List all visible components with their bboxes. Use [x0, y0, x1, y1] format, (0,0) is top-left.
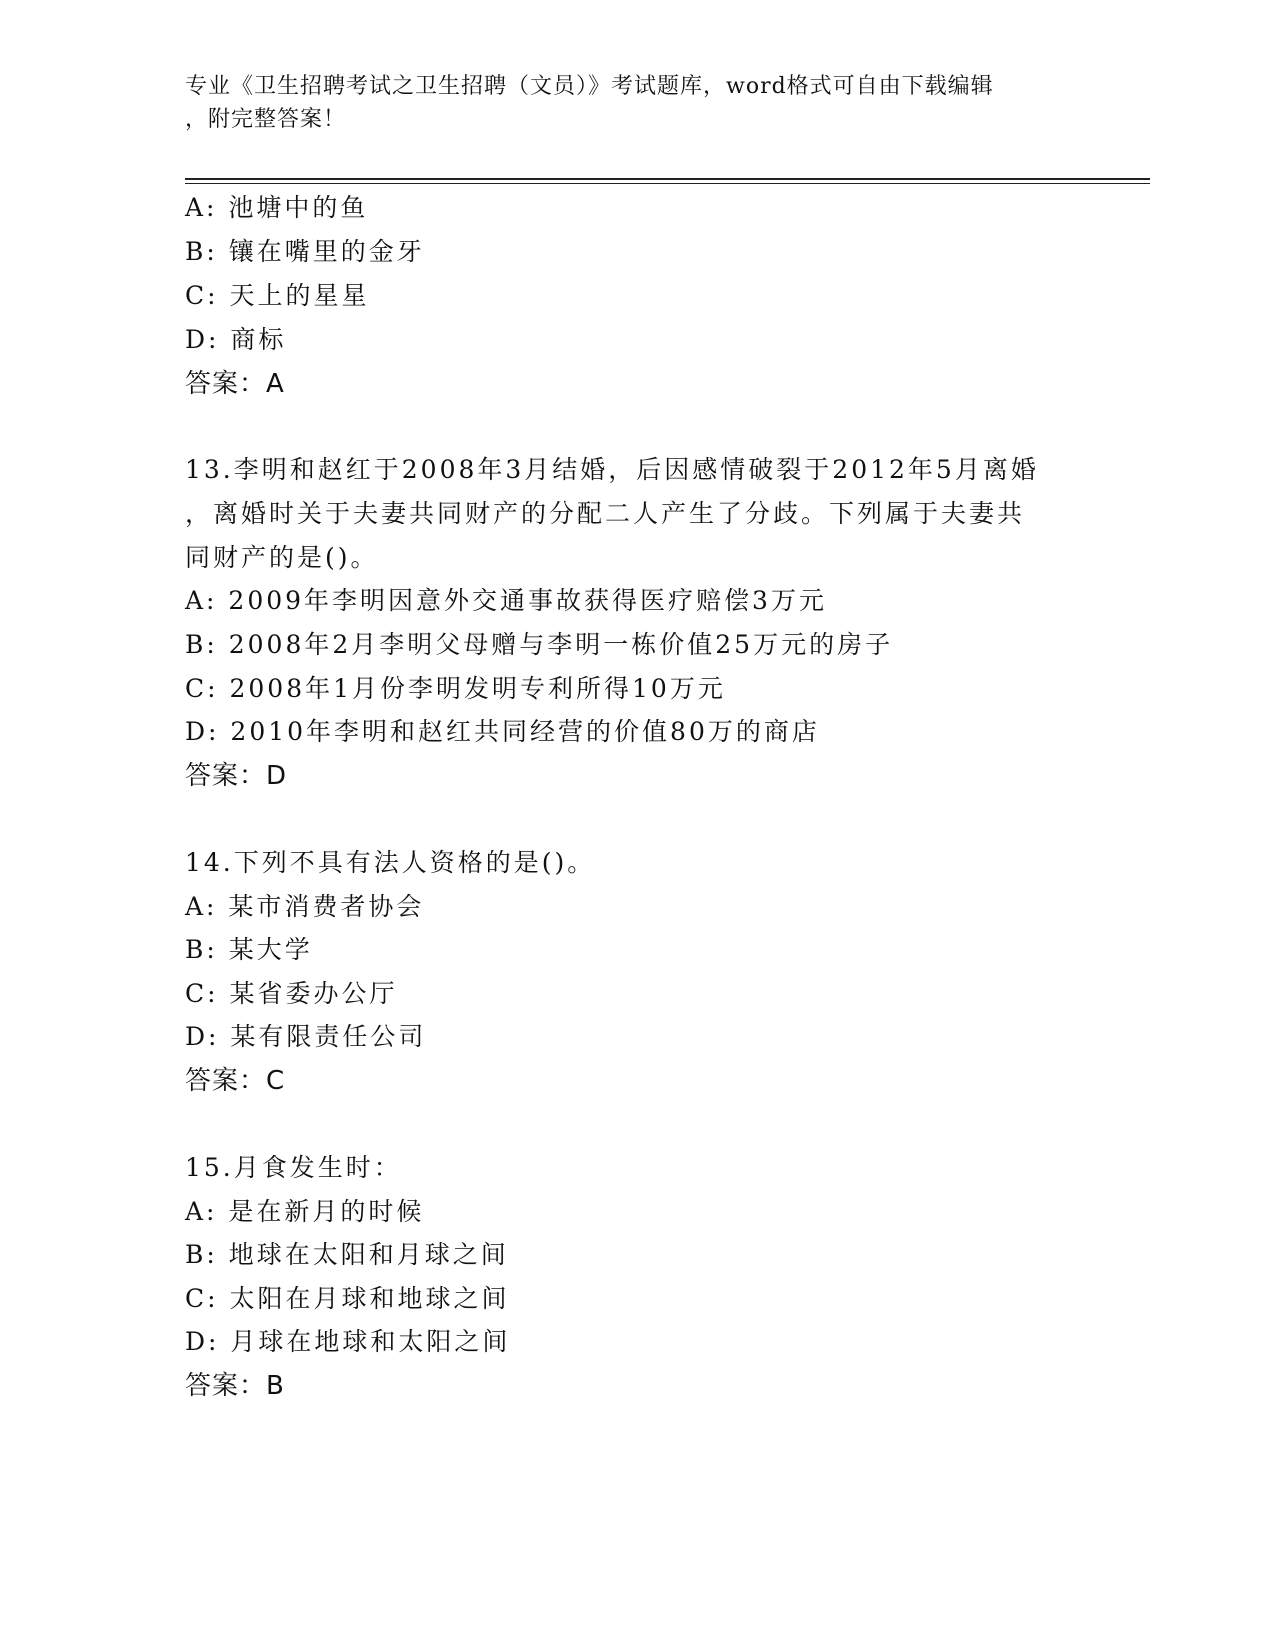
q12-option-c: C: 天上的星星	[185, 281, 370, 310]
q14-option-d: D: 某有限责任公司	[185, 1022, 427, 1051]
q12-answer: 答案：A	[185, 369, 285, 399]
header-rule-thick	[185, 178, 1150, 180]
q15-option-b: B: 地球在太阳和月球之间	[185, 1240, 509, 1269]
q13-option-c: C: 2008年1月份李明发明专利所得10万元	[185, 674, 726, 703]
header-line-1: 专业《卫生招聘考试之卫生招聘（文员）》考试题库，word格式可自由下载编辑	[185, 74, 994, 99]
header-line-2: ，附完整答案！	[185, 107, 347, 132]
q14-option-c: C: 某省委办公厅	[185, 979, 398, 1008]
q14-option-a: A: 某市消费者协会	[185, 892, 425, 921]
q13-option-b: B: 2008年2月李明父母赠与李明一栋价值25万元的房子	[185, 630, 894, 659]
q13-stem-line-1: 13.李明和赵红于2008年3月结婚，后因感情破裂于2012年5月离婚	[185, 455, 1039, 484]
q15-option-d: D: 月球在地球和太阳之间	[185, 1327, 511, 1356]
q13-answer: 答案：D	[185, 761, 288, 791]
q13-option-a: A: 2009年李明因意外交通事故获得医疗赔偿3万元	[185, 586, 827, 615]
q15-option-a: A: 是在新月的时候	[185, 1197, 425, 1226]
q15-answer: 答案：B	[185, 1371, 285, 1401]
q13-stem-line-3: 同财产的是()。	[185, 543, 379, 572]
document-header	[185, 70, 1085, 136]
q12-option-b: B: 镶在嘴里的金牙	[185, 237, 425, 266]
q14-option-b: B: 某大学	[185, 935, 313, 964]
q14-answer: 答案：C	[185, 1066, 286, 1096]
header-rule-thin	[185, 183, 1150, 184]
q14-stem-line-1: 14.下列不具有法人资格的是()。	[185, 848, 596, 877]
q15-stem-line-1: 15.月食发生时：	[185, 1153, 402, 1182]
q13-option-d: D: 2010年李明和赵红共同经营的价值80万的商店	[185, 717, 820, 746]
q12-option-d: D: 商标	[185, 325, 287, 354]
q15-option-c: C: 太阳在月球和地球之间	[185, 1284, 510, 1313]
q12-option-a: A: 池塘中的鱼	[185, 193, 369, 222]
q13-stem-line-2: ，离婚时关于夫妻共同财产的分配二人产生了分歧。下列属于夫妻共	[185, 499, 1026, 528]
